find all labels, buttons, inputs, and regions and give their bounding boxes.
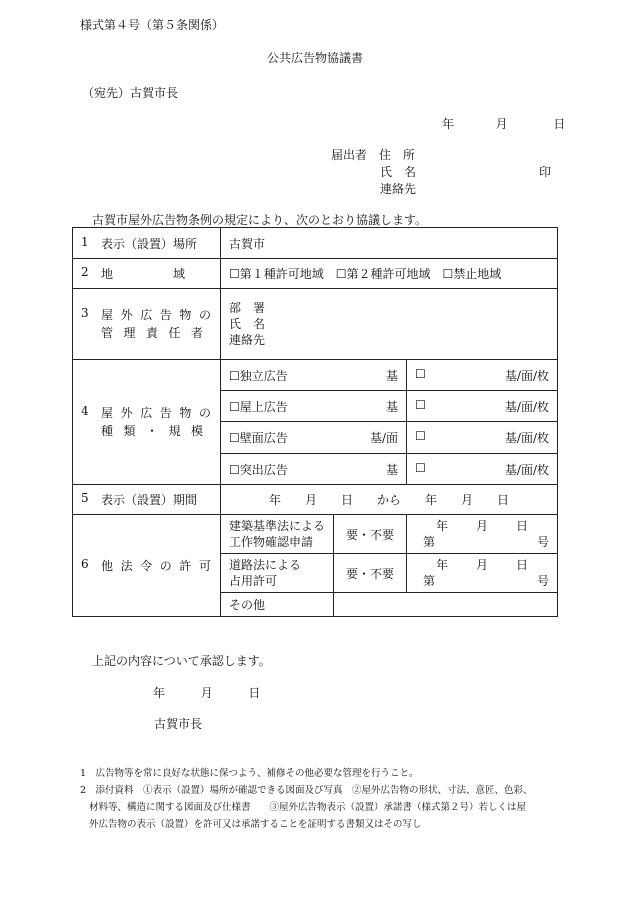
row-type-wall: ☐壁面広告 基/面 ☐ 基/面/枚 [73, 422, 558, 454]
manager-label-1: 屋外広告物の [101, 308, 211, 322]
checkbox-rooftop-2[interactable]: ☐ [415, 397, 426, 412]
manager-dept-field[interactable]: 部 署 [229, 301, 266, 315]
checkbox-projecting[interactable]: ☐突出広告 [229, 462, 288, 477]
consultation-table [72, 227, 558, 617]
intro-text: 古賀市屋外広告物条例の規定により、次のとおり協議します。 [92, 213, 428, 227]
checkbox-projecting-2[interactable]: ☐ [415, 460, 426, 475]
addressee: （宛先）古賀市長 [82, 86, 179, 100]
permit-label: 他法令の許可 [101, 559, 211, 573]
checkbox-standalone[interactable]: ☐独立広告 [229, 368, 288, 383]
approval-text: 上記の内容について承認します。 [92, 654, 271, 668]
row-manager: 3 屋外広告物の 管理責任者 部 署 氏 名 連絡先 [73, 289, 558, 360]
area-label: 地 域 [101, 267, 186, 281]
manager-contact-field[interactable]: 連絡先 [229, 333, 266, 347]
seal-mark: 印 [539, 165, 552, 179]
building-permit-required[interactable]: 要・不要 [334, 515, 407, 554]
applicant-address-label: 住 所 [379, 148, 416, 162]
date-month: 月 [495, 117, 508, 131]
applicant-block [331, 147, 416, 198]
manager-name-field[interactable]: 氏 名 [229, 317, 266, 331]
checkbox-area-2[interactable]: ☐第２種許可地域 [335, 267, 431, 281]
period-label: 表示（設置）期間 [101, 493, 198, 507]
form-number: 様式第４号（第５条関係） [80, 18, 225, 32]
manager-label-2: 管理責任者 [101, 326, 203, 340]
type-label-2: 種類・規模 [101, 424, 203, 438]
note-1: 1 広告物等を常に良好な状態に保つよう、補修その他必要な管理を行うこと。 [80, 768, 419, 779]
permit-other-label: その他 [221, 593, 334, 617]
row-type-projecting: ☐突出広告 基 ☐ 基/面/枚 [73, 454, 558, 485]
road-permit-line1: 道路法による [229, 558, 302, 572]
row-permit-building: 6 他法令の許可 建築基準法による 工作物確認申請 要・不要 年 月 日 第 号 [73, 515, 558, 554]
notes [80, 765, 533, 833]
note-2-line-3: 外広告物の表示（設置）を許可又は承諾することを証明する書類又はその写し [89, 819, 422, 830]
document-title: 公共広告物協議書 [266, 51, 363, 65]
row-location: 1 表示（設置）場所 古賀市 [73, 228, 558, 259]
applicant-contact-label: 連絡先 [380, 182, 417, 196]
building-permit-line2: 工作物確認申請 [229, 535, 314, 549]
permit-other-field[interactable] [334, 593, 558, 617]
checkbox-rooftop[interactable]: ☐屋上広告 [229, 399, 288, 414]
date-day: 日 [553, 117, 566, 131]
applicant-label: 届出者 [331, 148, 368, 162]
row-period: 5 表示（設置）期間 年 月 日 から 年 月 日 [73, 485, 558, 515]
location-label: 表示（設置）場所 [101, 236, 198, 251]
approval-date: 年 月 日 [153, 686, 261, 700]
mayor-signature: 古賀市長 [154, 717, 203, 731]
type-label-1: 屋外広告物の [101, 406, 211, 420]
submission-date [442, 115, 565, 132]
note-2-line-1: 2 添付資料 ①表示（設置）場所が確認できる図面及び写真 ②屋外広告物の形状、寸法、意匠、色彩、 [80, 785, 533, 796]
row-type-standalone: 4 屋外広告物の 種類・規模 ☐独立広告 基 ☐ 基/面/枚 [73, 360, 558, 391]
checkbox-area-prohibited[interactable]: ☐禁止地域 [442, 267, 502, 281]
applicant-name-label: 氏 名 [380, 165, 417, 179]
checkbox-wall-2[interactable]: ☐ [415, 429, 426, 443]
road-permit-line2: 占用許可 [229, 574, 278, 588]
row-area: 2 地 域 ☐第１種許可地域 ☐第２種許可地域 ☐禁止地域 [73, 259, 558, 289]
building-permit-line1: 建築基準法による [229, 519, 326, 533]
row-type-rooftop: ☐屋上広告 基 ☐ 基/面/枚 [73, 391, 558, 422]
checkbox-standalone-2[interactable]: ☐ [415, 366, 426, 381]
checkbox-wall[interactable]: ☐壁面広告 [229, 431, 288, 445]
road-permit-required[interactable]: 要・不要 [334, 554, 407, 593]
location-value[interactable]: 古賀市 [221, 228, 558, 259]
note-2-line-2: 材料等、構造に関する図面及び仕様書 ③屋外広告物表示（設置）承諾書（様式第２号）若しくは屋 [89, 802, 527, 813]
date-year: 年 [442, 117, 455, 131]
row-permit-road: 道路法による 占用許可 要・不要 年 月 日 第 号 [73, 554, 558, 593]
period-field[interactable]: 年 月 日 から 年 月 日 [221, 485, 558, 515]
checkbox-area-1[interactable]: ☐第１種許可地域 [229, 267, 324, 281]
